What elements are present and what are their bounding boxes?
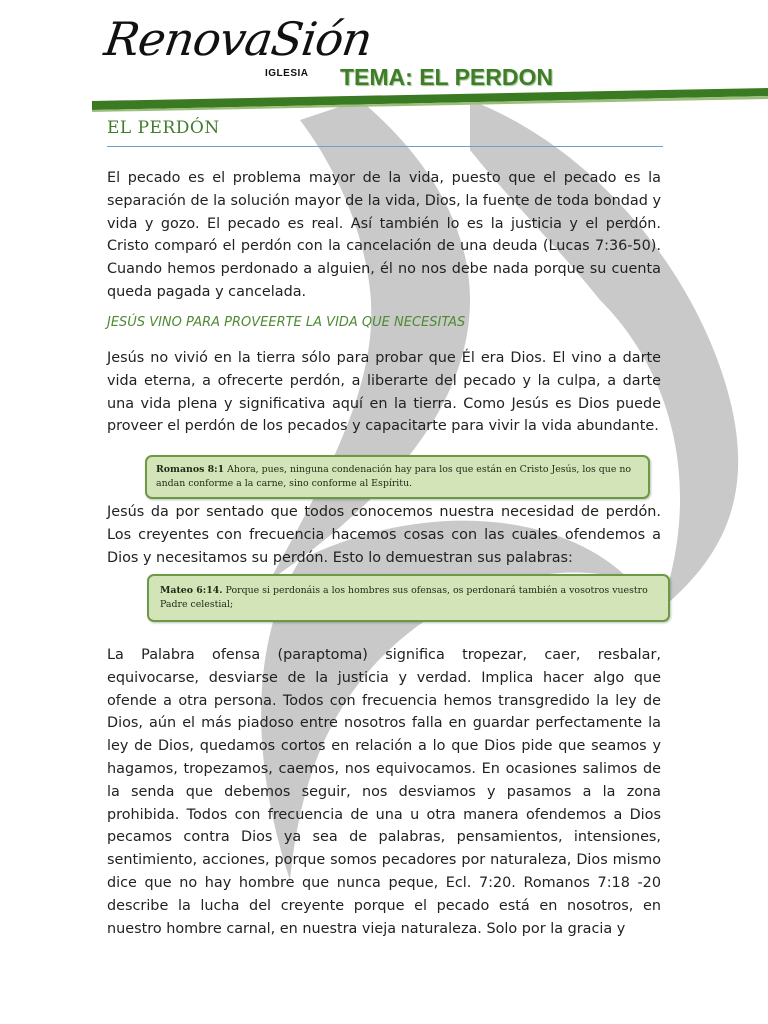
header-divider-bar <box>0 88 768 118</box>
verse-text: Porque si perdonáis a los hombres sus ofensas, os perdonará también a vosotros vuestro Padre celestial; <box>160 585 648 610</box>
verse-reference: Romanos 8:1 <box>156 464 225 475</box>
paragraph-intro: El pecado es el problema mayor de la vida, puesto que el pecado es la separación de la solución mayor de la vida, Dios, la fuente de toda bondad y vida y gozo. El pecado es real. Así también lo es la justicia y el perdón. Cristo comparó el perdón con la cancelación de una deuda (Lucas 7:36-50). Cuando hemos perdonado a alguien, él no nos debe nada porque su cuenta queda pagada y cancelada. <box>107 170 661 300</box>
church-logo-subtitle: IGLESIA <box>265 68 309 79</box>
church-logo: RenovaSión <box>101 12 375 66</box>
paragraph-ofensa: La Palabra ofensa (paraptoma) significa tropezar, caer, resbalar, equivocarse, desviarse de la justicia y verdad. Implica hacer algo que ofende a otra persona. Todos con frecuencia hemos transgredido la ley de Dios, aún el más piadoso entre nosotros falla en guardar perfectamente la ley de Dios, quedamos cortos en relación a lo que Dios pide que seamos y hagamos, tropezamos, caemos, nos equivocamos. En ocasiones salimos de la senda que debemos seguir, nos desviamos y pasamos a la zona prohibida. Todos con frecuencia de una u otra manera ofendemos a Dios pecamos contra Dios ya sea de palabras, pensamientos, intensiones, sentimiento, acciones, porque somos pecadores por naturaleza, Dios mismo dice que no hay hombre que nunca peque, Ecl. 7:20. Romanos 7:18 -20 describe la lucha del creyente porque el pecado está en nosotros, en nuestro hombre carnal, en nuestra vieja naturaleza. Solo por la gracia y <box>107 647 661 937</box>
topic-heading: TEMA: EL PERDON <box>340 64 553 90</box>
paragraph-jesus: Jesús no vivió en la tierra sólo para probar que Él era Dios. El vino a darte vida eterna, a ofrecerte perdón, a liberarte del pecado y la culpa, a darte una vida plena y significativa aquí en la tierra. Como Jesús es Dios puede proveer el perdón de los pecados y capacitarte para vivir la vida abundante. <box>107 350 661 435</box>
subheading: JESÚS VINO PARA PROVEERTE LA VIDA QUE NECESITAS <box>107 315 466 330</box>
verse-box-romanos <box>145 455 650 499</box>
verse-box-mateo <box>147 574 670 622</box>
paragraph-need: Jesús da por sentado que todos conocemos nuestra necesidad de perdón. Los creyentes con frecuencia hacemos cosas con las cuales ofendemos a Dios y necesitamos su perdón. Esto lo demuestran sus palabras: <box>107 504 661 566</box>
verse-reference: Mateo 6:14. <box>160 585 223 596</box>
verse-text: Ahora, pues, ninguna condenación hay para los que están en Cristo Jesús, los que no andan conforme a la carne, sino conforme al Espíritu. <box>156 464 632 489</box>
section-title: EL PERDÓN <box>107 118 663 147</box>
